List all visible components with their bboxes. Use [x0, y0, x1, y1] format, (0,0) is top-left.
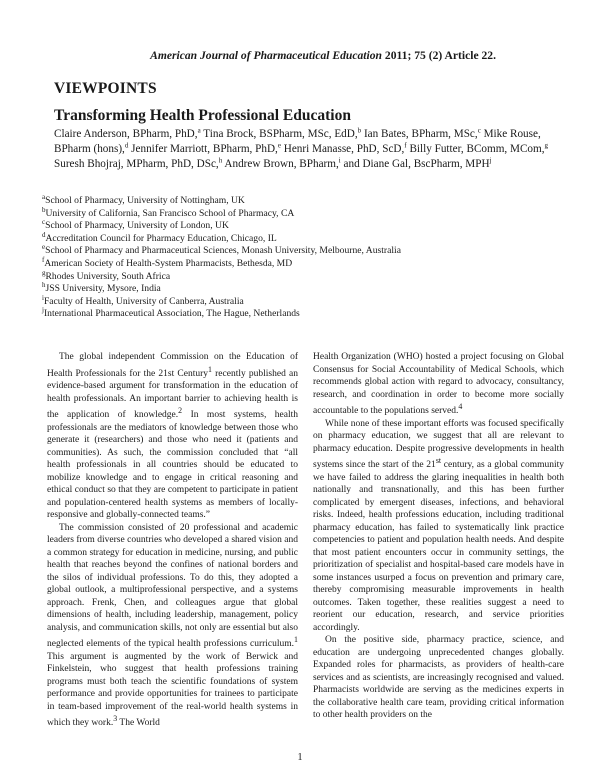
paragraph-text: While none of these important efforts was focused specifically on pharmacy education, we suggest that all are relevant to pharmacy education. Despite progressive developments in health systems since the start of the 21: [313, 418, 564, 471]
page-number: 1: [297, 752, 303, 763]
affiliation-text: School of Pharmacy, University of London, UK: [45, 220, 229, 232]
left-column: [47, 351, 298, 730]
paragraph-text: In most systems, health professionals are the mediators of knowledge between those who generate it (researchers) and those who need it (patients and communities). As such, the commission concluded that “all health professionals in all countries should be educated to mobilize knowledge and to engage in critical reasoning and ethical conduct so that they are competent to participate in patient and population-centered health systems as members of locally- responsive and globally-connected teams.”: [47, 410, 298, 521]
paragraph: [47, 351, 298, 522]
affiliation-text: Accreditation Council for Pharmacy Education, Chicago, IL: [45, 232, 277, 244]
affiliation: [42, 220, 562, 233]
citation-superscript: 3: [113, 714, 118, 724]
author-name: Claire Anderson, BPharm, PhD,: [54, 128, 198, 140]
author-affiliation-mark: f: [404, 141, 407, 150]
affiliation: [42, 192, 562, 208]
paragraph-text: On the positive side, pharmacy practice, science, and education are undergoing unprecedented changes globally. Expanded roles for pharmacists, as providers of health-care services and as scientists, are increasingly recognised and valued. Pharmacists worldwide are serving as the medicines experts in the collaborative health care team, providing critical information to other health providers on the: [313, 635, 564, 721]
paragraph-text: The World: [117, 718, 160, 729]
journal-header: [0, 49, 600, 62]
author-name: Suresh Bhojraj, MPharm, PhD, DSc,: [54, 157, 219, 170]
author-affiliation-mark: c: [477, 126, 481, 135]
affiliation: [42, 280, 562, 296]
article-title: Transforming Health Professional Education: [54, 107, 351, 124]
author-name: and Diane Gal, BscPharm, MPH: [343, 157, 490, 170]
citation-superscript: 1: [294, 635, 298, 645]
citation-superscript: 4: [458, 402, 463, 411]
author-affiliation-mark: g: [544, 141, 549, 150]
affiliation-key: c: [42, 218, 46, 226]
author-name: Tina Brock, BSPharm, MSc, EdD,: [203, 128, 358, 140]
author-affiliation-mark: d: [124, 141, 129, 150]
author-affiliation-mark: h: [218, 155, 223, 164]
affiliation-key: b: [42, 205, 46, 214]
citation-superscript: st: [435, 456, 442, 466]
paragraph-text: century, as a global community we have failed to address the glaring inequalities in health both nationally and transnationally, and this has been further complicated by emergent diseases, infections, and behavioral risks. Indeed, health professions education, including traditional pharmacy education, has failed to systematically link practice competencies to patient and population health needs. And despite that most patient encounters occur in community settings, the prioritization of specialist and hospital-based care models have in some instances usurped a focus on prevention and primary care, thereby compromising measurable improvements in health outcomes. Taken together, these realities suggest a need to reorient our education, research, and service priorities accordingly.: [313, 460, 564, 633]
affiliation-text: American Society of Health-System Pharmacists, Bethesda, MD: [44, 257, 293, 269]
affiliation-text: Faculty of Health, University of Canberra, Australia: [43, 295, 244, 307]
author-affiliation-mark: a: [197, 126, 201, 135]
author-affiliation-mark: j: [489, 155, 492, 164]
paragraph: [313, 634, 564, 722]
author-name: Henri Manasse, PhD, ScD,: [283, 142, 405, 155]
author-affiliation-mark: b: [357, 126, 362, 135]
author-affiliation-mark: e: [277, 141, 281, 150]
author-list: [54, 127, 554, 171]
affiliation-text: School of Pharmacy and Pharmaceutical Sciences, Monash University, Melbourne, Australia: [45, 245, 401, 257]
author-name: Andrew Brown, BPharm,: [224, 157, 339, 170]
citation-superscript: 1: [208, 364, 212, 374]
author-name: Ian Bates, BPharm, MSc,: [363, 128, 478, 140]
journal-name: American Journal of Pharmaceutical Education: [150, 49, 382, 62]
affiliation: [42, 308, 562, 321]
paragraph: [313, 351, 564, 418]
paragraph-text: This argument is augmented by the work of Berwick and Finkelstein, who suggest that health professions training programs must both teach the scientific foundations of system performance and provide opportunities for trainees to participate in team-based improvement of the real-world health systems in which they work.: [47, 651, 298, 729]
affiliation-text: International Pharmaceutical Association, The Hague, Netherlands: [43, 308, 300, 320]
affiliation-key: e: [42, 243, 46, 252]
author-name: Billy Futter, BComm, MCom,: [409, 142, 545, 155]
affiliation-key: h: [42, 280, 46, 289]
affiliation-text: Rhodes University, South Africa: [45, 270, 171, 282]
affiliation-key: j: [42, 306, 44, 315]
section-label: VIEWPOINTS: [54, 80, 157, 97]
affiliation-list: [42, 192, 562, 321]
affiliation: [42, 293, 562, 309]
author-name: Jennifer Marriott, BPharm, PhD,: [131, 142, 278, 155]
paragraph: [313, 418, 564, 635]
affiliation-text: University of California, San Francisco School of Pharmacy, CA: [45, 207, 295, 219]
affiliation-text: School of Pharmacy, University of Nottingham, UK: [45, 195, 245, 206]
affiliation: [42, 245, 562, 258]
affiliation: [42, 205, 562, 221]
paragraph-text: recently published an evidence-based argument for transformation in the education of health professionals. An important barrier to achieving health is the application of knowledge.: [47, 368, 298, 421]
affiliation-key: f: [42, 255, 45, 264]
paragraph-text: The commission consisted of 20 professional and academic leaders from diverse countries who developed a shared vision and a common strategy for education in medicine, nursing, and public health that reaches beyond the confines of national borders and the silos of individual professions. To do this, they adopted a global outlook, a multiprofessional perspective, and a systems approach. Frenk, Chen, and colleagues argue that global dimensions of health, including leadership, management, policy analysis, and communication skills, not only are essential but also neglected elements of the typical health professions curriculum.: [47, 522, 298, 650]
paragraph: [47, 522, 298, 730]
affiliation: [42, 268, 562, 284]
affiliation-key: i: [42, 293, 44, 302]
author-affiliation-mark: i: [338, 155, 341, 164]
affiliation-key: d: [42, 230, 46, 239]
affiliation-key: g: [42, 268, 46, 277]
author-name: Mike Rouse, BPharm (hons),: [54, 128, 541, 155]
right-column: [313, 351, 564, 722]
volume-info: 2011; 75 (2) Article 22.: [384, 49, 496, 62]
affiliation-text: JSS University, Mysore, India: [45, 283, 161, 295]
affiliation: [42, 230, 562, 246]
affiliation-key: a: [42, 192, 46, 201]
citation-superscript: 2: [178, 406, 183, 416]
paragraph-text: Health Organization (WHO) hosted a project focusing on Global Consensus for Social Accountability of Medical Schools, which recommends global action with regard to advocacy, consultancy, research, and coordination in order to become more socially accountable to the populations served.: [313, 352, 564, 417]
paragraph-text: The global independent Commission on the Education of Health Professionals for the 21st Century: [47, 352, 298, 379]
affiliation: [42, 255, 562, 271]
